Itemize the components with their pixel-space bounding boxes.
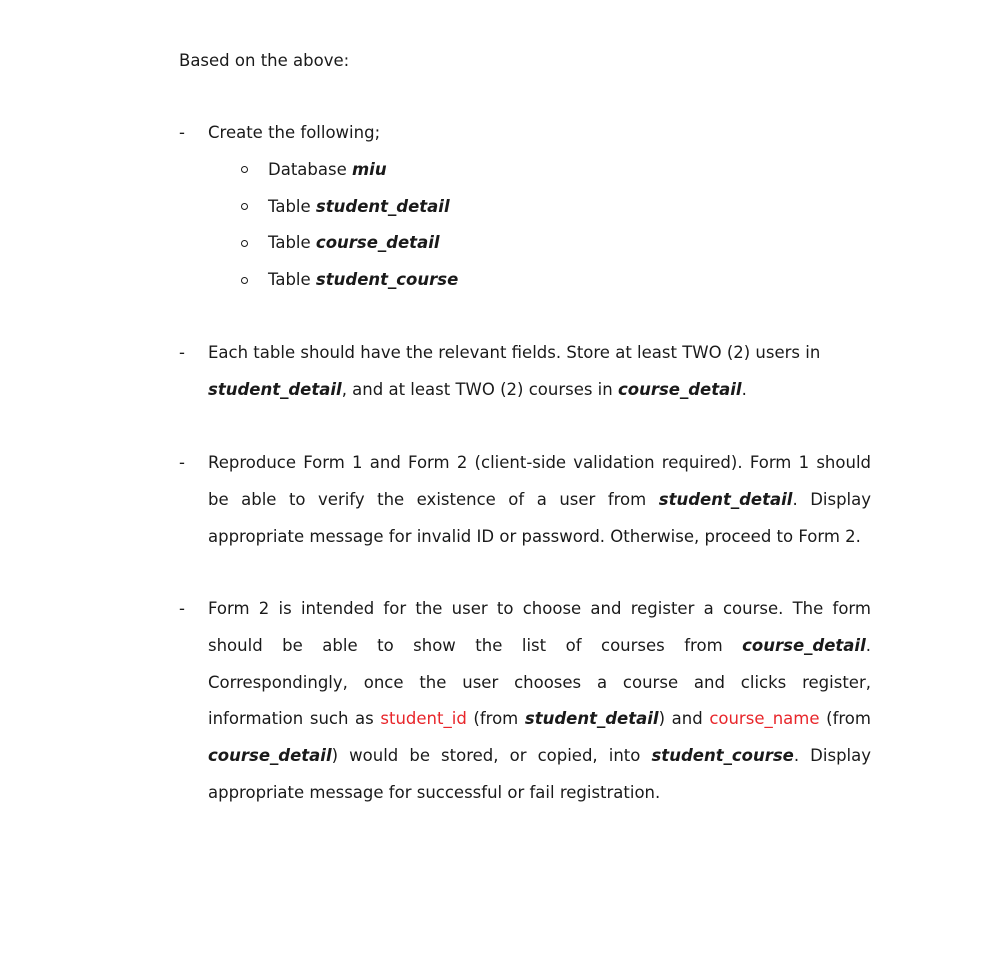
- item-paragraph: Reproduce Form 1 and Form 2 (client-side validation required). Form 1 should be able to verify the existence of a user from student_detail. Display appropriate message for invalid ID or password. Otherwise, proceed to Form 2.: [208, 453, 872, 546]
- create-sublist: [208, 152, 871, 299]
- dash-bullet: -: [179, 343, 185, 362]
- sublist-item: Database miu: [208, 152, 871, 189]
- sublist-item: Table student_detail: [208, 189, 871, 226]
- item-text: [208, 335, 871, 409]
- list-item-forms: [179, 445, 871, 555]
- item-paragraph: Each table should have the relevant fields. Store at least TWO (2) users in student_detail, and at least TWO (2) courses in course_detail.: [208, 343, 821, 399]
- circle-bullet-icon: [241, 166, 248, 173]
- circle-bullet-icon: [241, 240, 248, 247]
- list-item-form2: [179, 591, 871, 812]
- item-text: [208, 591, 871, 812]
- list-item-create: [179, 115, 871, 299]
- list-item-tables: [179, 335, 871, 409]
- item-heading: Create the following;: [208, 123, 381, 142]
- sublist-item: Table student_course: [208, 262, 871, 299]
- dash-bullet: -: [179, 123, 185, 142]
- item-text: [208, 445, 871, 555]
- circle-bullet-icon: [241, 277, 248, 284]
- highlight-student-id: student_id: [380, 709, 467, 729]
- highlight-course-name: course_name: [709, 709, 820, 729]
- intro-text: Based on the above:: [179, 51, 350, 70]
- item-text: [208, 115, 871, 299]
- dash-bullet: -: [179, 453, 185, 472]
- item-paragraph: Form 2 is intended for the user to choose and register a course. The form should be able to show the list of courses from course_detail. Correspondingly, once the user chooses a course and clicks register, information such as student_id (from student_detail) and course_name (from course_detail) would be stored, or copied, into student_course. Display appropriate message for successful or fail registration.: [208, 599, 872, 802]
- circle-bullet-icon: [241, 203, 248, 210]
- dash-bullet: -: [179, 599, 185, 618]
- sublist-item: Table course_detail: [208, 225, 871, 262]
